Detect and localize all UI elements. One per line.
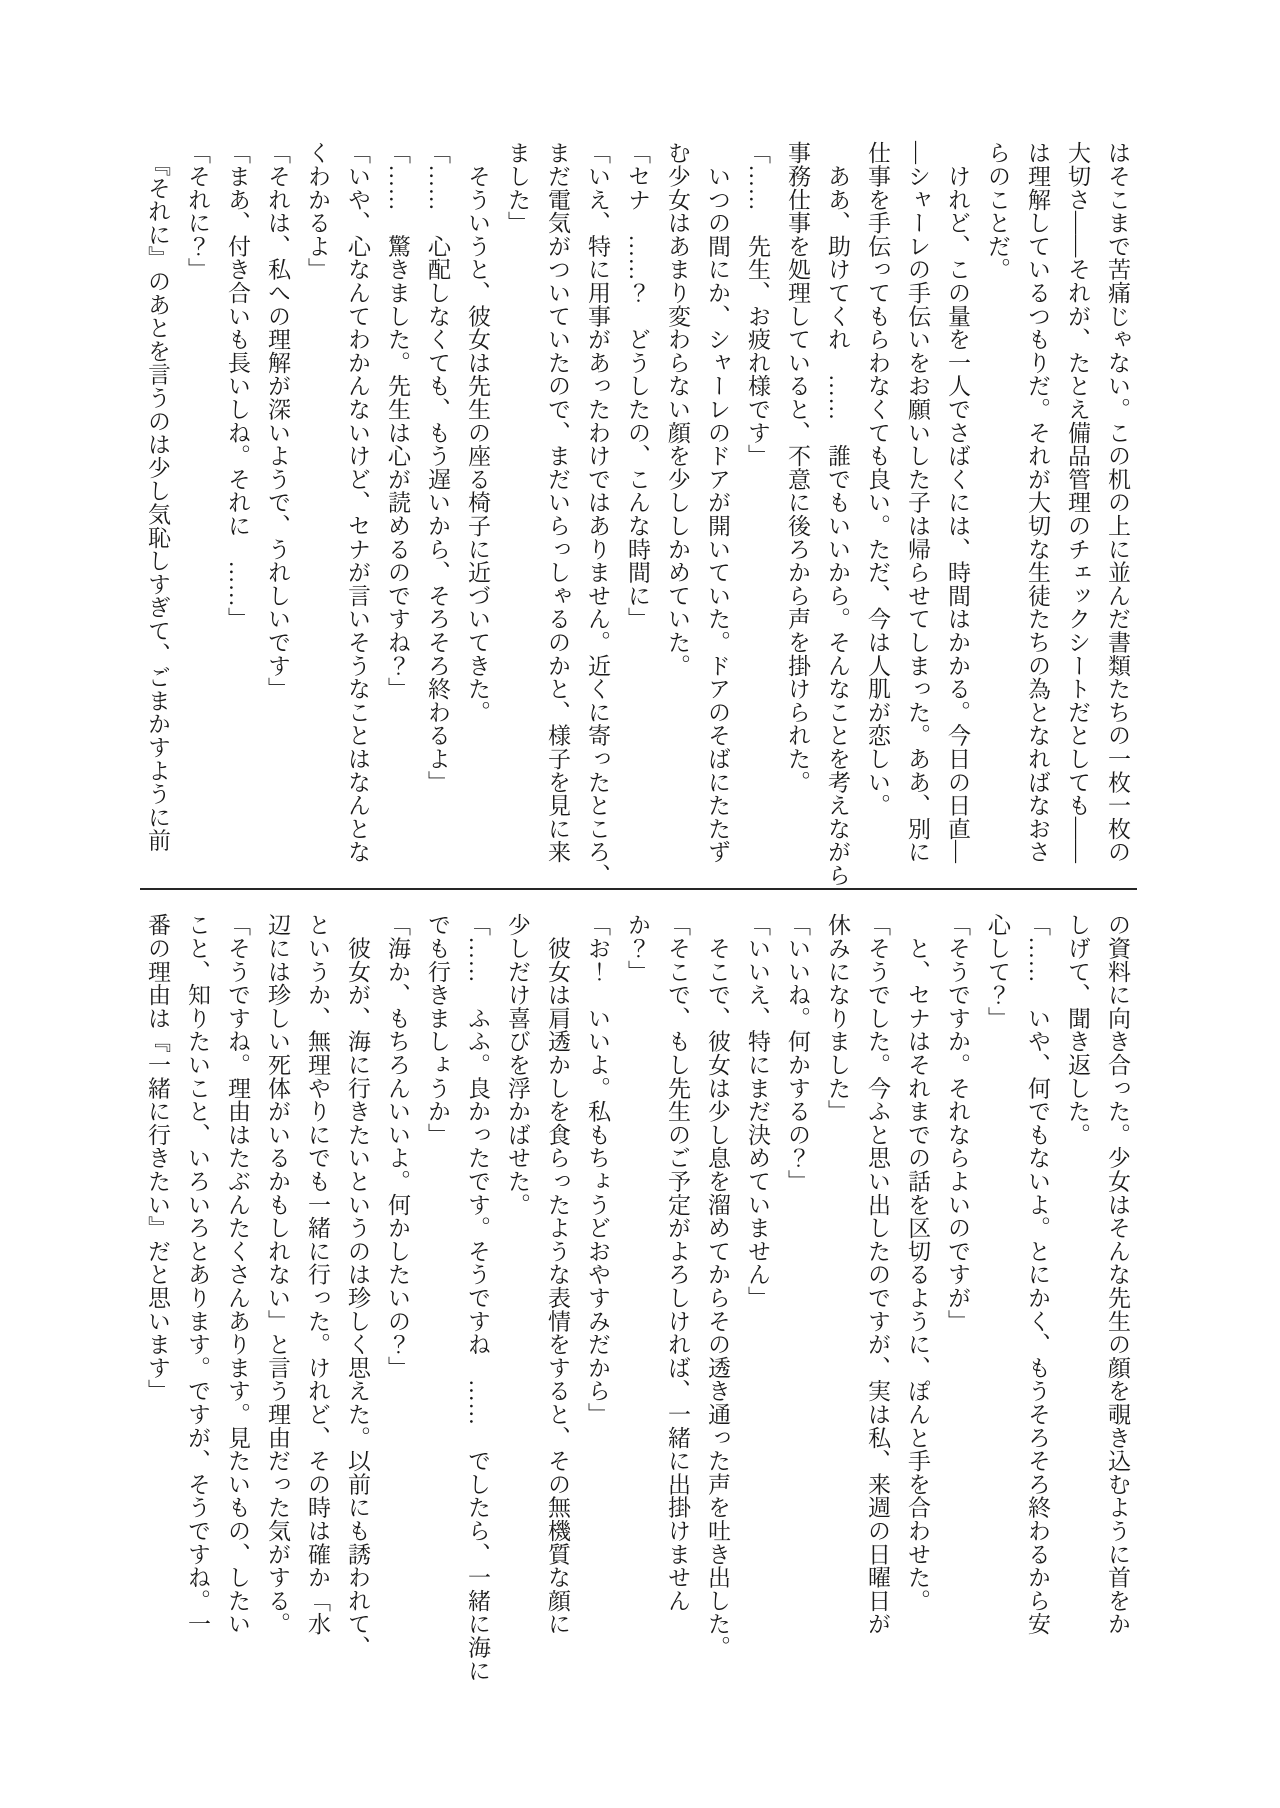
text-block-top [137, 141, 1137, 887]
text-line: 番の理由は『一緒に行きたい』だと思います」 [145, 913, 170, 1403]
text-line: と、セナはそれまでの話を区切るように、ぽんと手を合わせた。 [905, 913, 930, 1612]
text-line: 「それに？」 [185, 141, 210, 281]
text-line: 「そうですね。理由はたぶんたくさんあります。見たいもの、したい [225, 913, 250, 1636]
text-line: 「いや、心なんてわかんないけど、セナが言いそうなことはなんとな [345, 141, 370, 864]
text-line: の資料に向き合った。少女はそんな先生の顔を覗き込むように首をか [1105, 913, 1130, 1636]
text-line: 少しだけ喜びを浮かばせた。 [505, 913, 530, 1216]
text-line: か？」 [625, 913, 650, 983]
text-line: というか、無理やりにでも一緒に行った。けれど、その時は確か「水 [305, 913, 330, 1636]
text-line: ああ、助けてくれ …… 誰でもいいから。そんなことを考えながら [825, 141, 850, 887]
text-line: は理解しているつもりだ。それが大切な生徒たちの為となればなおさ [1025, 141, 1050, 864]
text-line: 「セナ ……？ どうしたの、こんな時間に」 [625, 141, 650, 631]
text-line: 仕事を手伝ってもらわなくても良い。ただ、今は人肌が恋しい。 [865, 141, 890, 817]
text-line: 辺には珍しい死体がいるかもしれない」と言う理由だった気がする。 [265, 913, 290, 1636]
text-line: ―シャーレの手伝いをお願いした子は帰らせてしまった。ああ、別に [905, 141, 930, 864]
text-line: 事務仕事を処理していると、不意に後ろから声を掛けられた。 [785, 141, 810, 794]
text-line: しげて、聞き返した。 [1065, 913, 1090, 1146]
text-line: らのことだ。 [985, 141, 1010, 281]
text-line: けれど、この量を一人でさばくには、時間はかかる。今日の日直― [945, 141, 970, 864]
text-line: 「それは、私への理解が深いようで、うれしいです」 [265, 141, 290, 701]
text-line: そういうと、彼女は先生の座る椅子に近づいてきた。 [465, 141, 490, 724]
text-line: でも行きましょうか」 [425, 913, 450, 1146]
text-line: はそこまで苦痛じゃない。この机の上に並んだ書類たちの一枚一枚の [1105, 141, 1130, 864]
text-line: 心して？」 [985, 913, 1010, 1030]
text-line: くわかるよ」 [305, 141, 330, 281]
text-line: 「海か、もちろんいいよ。何かしたいの？」 [385, 913, 410, 1379]
text-line: 「…… 先生、お疲れ様です」 [745, 141, 770, 468]
text-block-bottom [137, 913, 1137, 1682]
text-line: いつの間にか、シャーレのドアが開いていた。ドアのそばにたたず [705, 141, 730, 864]
text-line: そこで、彼女は少し息を溜めてからその透き通った声を吐き出した。 [705, 913, 730, 1659]
text-line: 「お！ いいよ。私もちょうどおやすみだから」 [585, 913, 610, 1426]
text-line: まだ電気がついていたので、まだいらっしゃるのかと、様子を見に来 [545, 141, 570, 864]
section-divider [140, 888, 1137, 890]
text-line: 「…… 心配しなくても、もう遅いから、そろそろ終わるよ」 [425, 141, 450, 794]
text-line: 「いいね。何かするの？」 [785, 913, 810, 1193]
text-line: 「そうですか。それならよいのですが」 [945, 913, 970, 1333]
text-line: 「そこで、もし先生のご予定がよろしければ、一緒に出掛けません [665, 913, 690, 1612]
text-line: ました」 [505, 141, 530, 235]
text-line: 『それに』のあとを言うのは少し気恥しすぎて、ごまかすように前 [145, 141, 170, 852]
text-line: 大切さ――それが、たとえ備品管理のチェックシートだとしても―― [1065, 141, 1090, 864]
text-line: 「…… 驚きました。先生は心が読めるのですね？」 [385, 141, 410, 701]
text-line: 「いいえ、特にまだ決めていません」 [745, 913, 770, 1310]
text-line: 「まあ、付き合いも長いしね。それに ……」 [225, 141, 250, 631]
text-line: こと、知りたいこと、いろいろとあります。ですが、そうですね。一 [185, 913, 210, 1636]
text-line: 「…… いや、何でもないよ。とにかく、もうそろそろ終わるから安 [1025, 913, 1050, 1636]
text-line: 彼女が、海に行きたいというのは珍しく思えた。以前にも誘われて、 [345, 913, 370, 1659]
text-line: 彼女は肩透かしを食らったような表情をすると、その無機質な顔に [545, 913, 570, 1636]
text-line: 「いえ、特に用事があったわけではありません。近くに寄ったところ、 [585, 141, 610, 887]
text-line: 「…… ふふ。良かったです。そうですね …… でしたら、一緒に海に [465, 913, 490, 1682]
text-line: 休みになりました」 [825, 913, 850, 1123]
text-line: む少女はあまり変わらない顔を少ししかめていた。 [665, 141, 690, 677]
text-line: 「そうでした。今ふと思い出したのですが、実は私、来週の日曜日が [865, 913, 890, 1636]
